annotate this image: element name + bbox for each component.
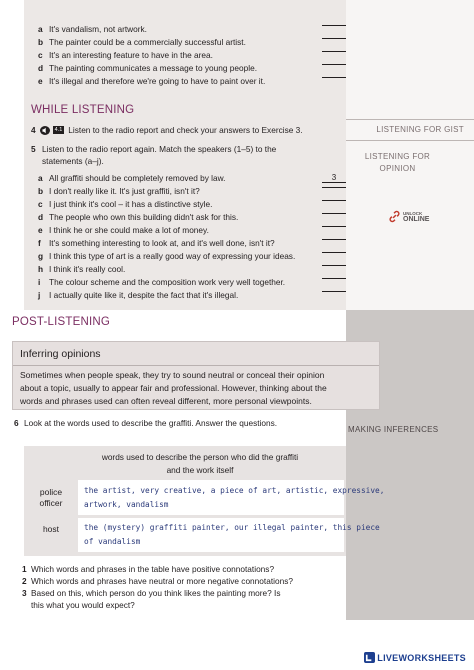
section-heading-post-listening: POST-LISTENING <box>12 316 111 328</box>
section-heading-while-listening: WHILE LISTENING <box>31 104 135 116</box>
answer-blank[interactable] <box>322 51 346 52</box>
audio-icon[interactable] <box>40 126 50 135</box>
table-row-police-line1: the artist, very creative, a piece of art, artistic, expressive, <box>84 486 385 495</box>
exercise-5-line2: statements (a–j). <box>42 156 104 166</box>
list-item: c It's an interesting feature to have in the area. <box>38 50 213 60</box>
inferring-opinions-box <box>12 341 380 410</box>
list-item: a All graffiti should be completely removed by law. <box>38 173 226 183</box>
side-divider <box>346 140 474 141</box>
list-item: e I think he or she could make a lot of money. <box>38 225 209 235</box>
box-title: Inferring opinions <box>20 348 101 360</box>
exercise-6: 6 Look at the words used to describe the graffiti. Answer the questions. <box>14 418 278 428</box>
question-1: 1 Which words and phrases in the table have positive connotations? <box>22 564 275 574</box>
side-divider <box>346 119 474 120</box>
answer-blank[interactable] <box>322 226 346 227</box>
left-gutter <box>0 0 24 670</box>
side-label-opinion-2: OPINION <box>379 164 416 173</box>
answer-blank[interactable] <box>322 25 346 26</box>
list-item: c I just think it's cool – it has a distinctive style. <box>38 199 213 209</box>
answer-blank[interactable] <box>322 239 346 240</box>
answer-blank[interactable] <box>322 291 346 292</box>
answer-blank[interactable] <box>322 213 346 214</box>
answer-blank[interactable] <box>322 38 346 39</box>
list-item: b I don't really like it. It's just graffiti, isn't it? <box>38 186 200 196</box>
list-item: j I actually quite like it, despite the fact that it's illegal. <box>38 290 239 300</box>
table-row-police-line2: artwork, vandalism <box>84 500 169 509</box>
list-item: h I think it's really cool. <box>38 264 126 274</box>
answer-blank[interactable] <box>322 187 346 188</box>
list-item: f It's something interesting to look at, and it's well done, isn't it? <box>38 238 275 248</box>
table-header: words used to describe the person who did the graffiti and the work itself <box>101 452 299 475</box>
table-row-host-line2: of vandalism <box>84 537 141 546</box>
side-label-gist: LISTENING FOR GIST <box>376 125 464 134</box>
answer-blank[interactable] <box>322 200 346 201</box>
question-3-line2: this what you would expect? <box>31 600 135 610</box>
list-item: e It's illegal and therefore we're going to have to paint over it. <box>38 76 266 86</box>
list-item: d The people who own this building didn't ask for this. <box>38 212 239 222</box>
table-row-host-line1: the (mystery) graffiti painter, our illegal painter, this piece <box>84 523 380 532</box>
exercise-4: 4 4.1 Listen to the radio report and check your answers to Exercise 3. <box>31 125 303 135</box>
answer-blank[interactable] <box>322 64 346 65</box>
answer-blank[interactable] <box>322 265 346 266</box>
box-divider <box>13 365 379 366</box>
answer-blank[interactable]: 3 <box>322 173 346 183</box>
table-row-label-police: police officer <box>39 487 63 508</box>
side-label-opinion-1: LISTENING FOR <box>364 152 431 161</box>
answer-blank[interactable] <box>322 77 346 78</box>
side-label-inferences: MAKING INFERENCES <box>348 425 439 434</box>
unlock-online-badge[interactable]: UNLOCK ONLINE <box>388 210 429 223</box>
link-icon <box>388 210 401 223</box>
box-text: Sometimes when people speak, they try to sound neutral or conceal their opinion about a topic, usually to appear fair and professional. However, thinking about the words and phrases used can often reveal different, more personal viewpoints. <box>20 370 327 406</box>
list-item: i The colour scheme and the composition work very well together. <box>38 277 286 287</box>
liveworksheets-icon <box>364 652 375 663</box>
liveworksheets-logo: LIVEWORKSHEETS <box>364 652 466 663</box>
track-badge: 4.1 <box>54 127 63 133</box>
list-item: g I think this type of art is a really good way of expressing your ideas. <box>38 251 296 261</box>
question-2: 2 Which words and phrases have neutral or more negative connotations? <box>22 576 293 586</box>
list-item: a It's vandalism, not artwork. <box>38 24 147 34</box>
list-item: d The painting communicates a message to young people. <box>38 63 258 73</box>
exercise-5-line1: 5 Listen to the radio report again. Match the speakers (1–5) to the <box>31 144 277 154</box>
list-item: b The painter could be a commercially successful artist. <box>38 37 246 47</box>
question-3: 3 Based on this, which person do you think likes the painting more? Is <box>22 588 281 598</box>
answer-blank[interactable] <box>322 252 346 253</box>
answer-blank[interactable] <box>322 278 346 279</box>
table-row-label-host: host <box>42 524 60 534</box>
